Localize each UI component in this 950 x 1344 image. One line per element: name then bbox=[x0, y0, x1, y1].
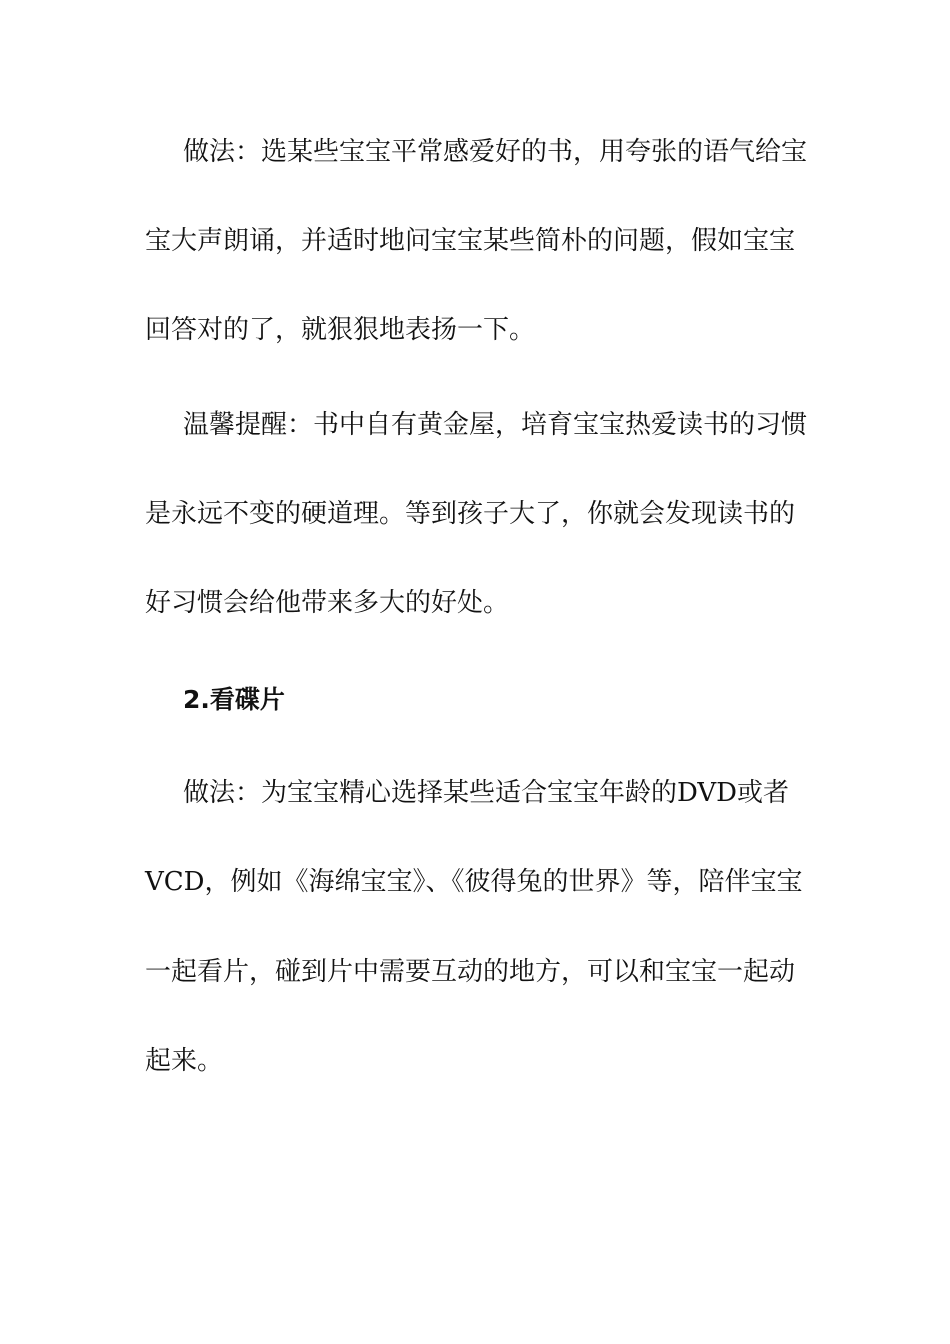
section-heading: 2.看碟片 bbox=[183, 685, 285, 714]
paragraph-tip-line-1: 温馨提醒：书中自有黄金屋，培育宝宝热爱读书的习惯 bbox=[183, 410, 808, 440]
paragraph-method-reading-line-2: 宝大声朗诵，并适时地问宝宝某些简朴的问题，假如宝宝 bbox=[145, 226, 796, 256]
paragraph-tip-line-3: 好习惯会给他带来多大的好处。 bbox=[145, 588, 510, 618]
paragraph-tip-line-2: 是永远不变的硬道理。等到孩子大了，你就会发现读书的 bbox=[145, 499, 796, 529]
paragraph-method-dvd-line-3: 一起看片，碰到片中需要互动的地方，可以和宝宝一起动 bbox=[145, 957, 796, 987]
paragraph-method-dvd-line-2: VCD，例如《海绵宝宝》、《彼得兔的世界》等，陪伴宝宝 bbox=[145, 867, 803, 897]
paragraph-method-reading-line-3: 回答对的了，就狠狠地表扬一下。 bbox=[145, 315, 536, 345]
paragraph-method-dvd-line-1: 做法：为宝宝精心选择某些适合宝宝年龄的DVD或者 bbox=[183, 778, 790, 808]
paragraph-method-dvd-line-4: 起来。 bbox=[145, 1046, 224, 1076]
paragraph-method-reading-line-1: 做法：选某些宝宝平常感爱好的书，用夸张的语气给宝 bbox=[183, 137, 808, 167]
